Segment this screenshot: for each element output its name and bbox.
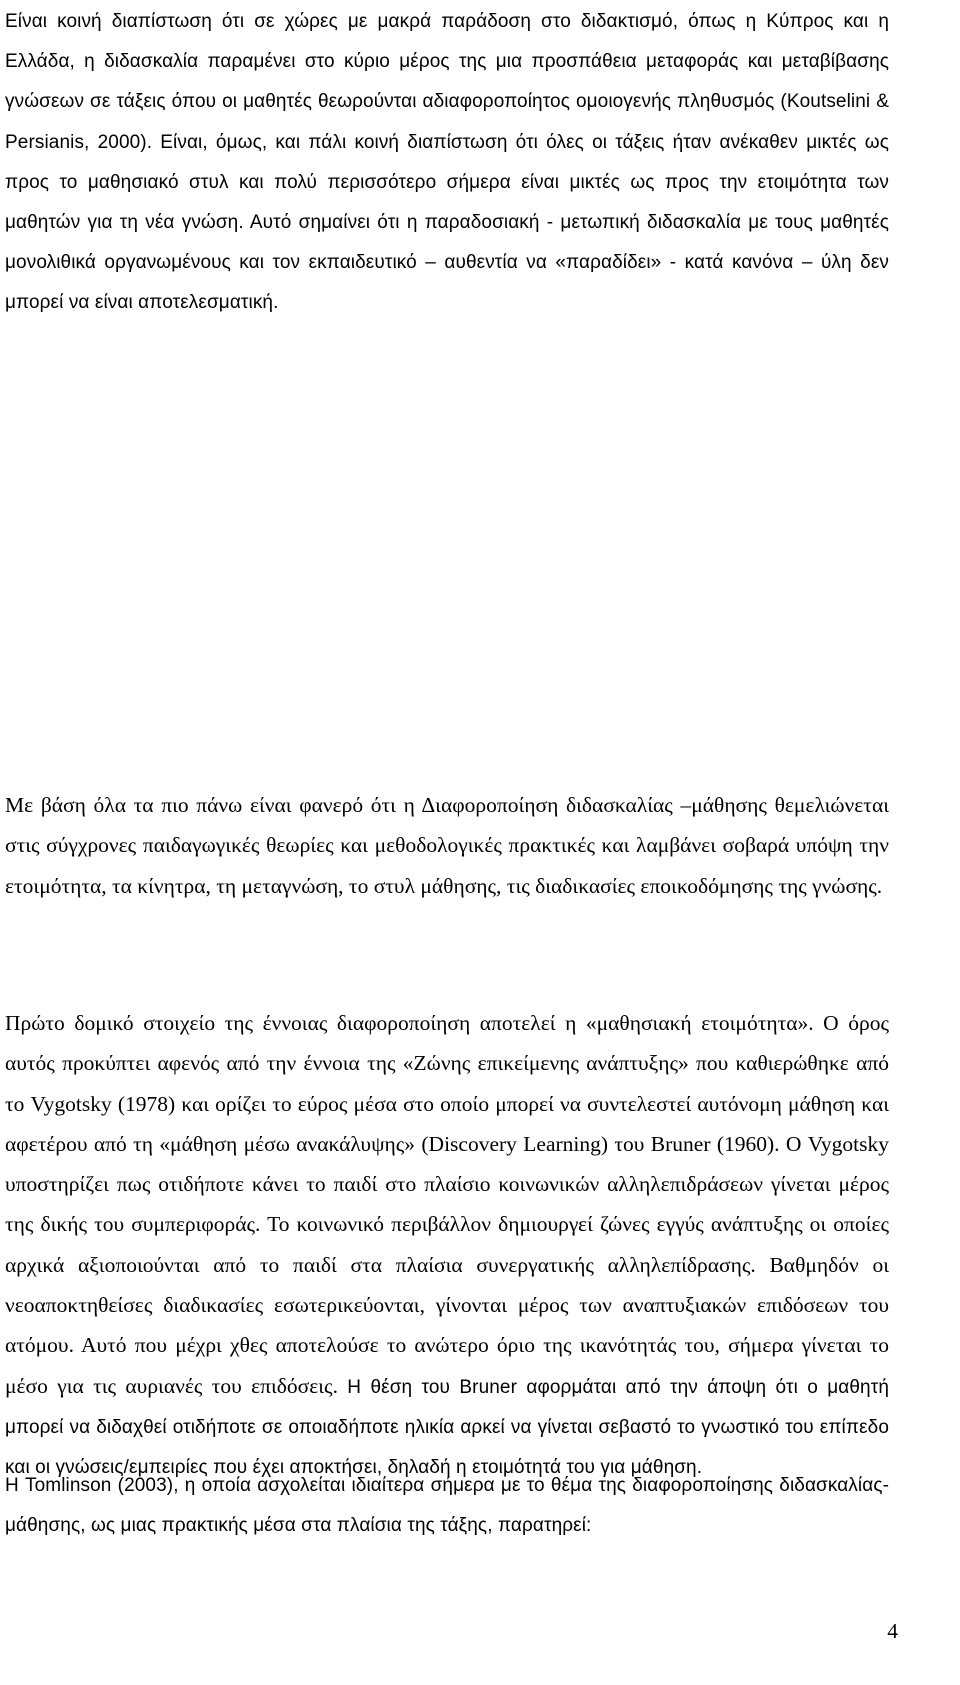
paragraph-3-text-sans: Η θέση του Bruner αφορμάται από την άποψη ότι ο μαθητή μπορεί να διδαχθεί οτιδήποτε σε οποιαδήποτε ηλικία αρκεί να γίνεται σεβαστό το γνωστικό του επίπεδο και οι γνώσεις/εμπειρίες που έχει αποκτήσει, δηλαδή η ετοιμότητά του για μάθηση. xyxy=(5,1376,889,1479)
paragraph-4 xyxy=(5,1466,889,1546)
page-number: 4 xyxy=(887,1619,898,1643)
paragraph-2 xyxy=(5,785,889,906)
paragraph-1 xyxy=(5,2,889,324)
paragraph-1-text: Είναι κοινή διαπίστωση ότι σε χώρες με μακρά παράδοση στο διδακτισμό, όπως η Κύπρος και η Ελλάδα, η διδασκαλία παραμένει στο κύριο μέρος της μια προσπάθεια μεταφοράς και μεταβίβασης γνώσεων σε τάξεις όπου οι μαθητές θεωρούνται αδιαφοροποίητος ομοιογενής πληθυσμός (Koutselini & Persianis, 2000). Είναι, όμως, και πάλι κοινή διαπίστωση ότι όλες οι τάξεις ήταν ανέκαθεν μικτές ως προς το μαθησιακό στυλ και πολύ περισσότερο σήμερα είναι μικτές ως προς την ετοιμότητα των μαθητών για τη νέα γνώση. Αυτό σημαίνει ότι η παραδοσιακή - μετωπική διδασκαλία με τους μαθητές μονολιθικά οργανωμένους και τον εκπαιδευτικό – αυθεντία να «παραδίδει» - κατά κανόνα – ύλη δεν μπορεί να είναι αποτελεσματική. xyxy=(5,11,889,314)
paragraph-3 xyxy=(5,1003,889,1488)
paragraph-2-text: Με βάση όλα τα πιο πάνω είναι φανερό ότι η Διαφοροποίηση διδασκαλίας –μάθησης θεμελιώνεται στις σύγχρονες παιδαγωγικές θεωρίες και μεθοδολογικές πρακτικές και λαμβάνει σοβαρά υπόψη την ετοιμότητα, τα κίνητρα, τη μεταγνώση, το στυλ μάθησης, τις διαδικασίες εποικοδόμησης της γνώσης. xyxy=(5,793,889,898)
paragraph-4-text: Η Tomlinson (2003), η οποία ασχολείται ιδιαίτερα σήμερα με το θέμα της διαφοροποίησης διδασκαλίας-μάθησης, ως μιας πρακτικής μέσα στα πλαίσια της τάξης, παρατηρεί: xyxy=(5,1475,889,1537)
paragraph-3-text-serif: Πρώτο δομικό στοιχείο της έννοιας διαφοροποίηση αποτελεί η «μαθησιακή ετοιμότητα». Ο όρος αυτός προκύπτει αφενός από την έννοια της «Ζώνης επικείμενης ανάπτυξης» που καθιερώθηκε από το Vygotsky (1978) και ορίζει το εύρος μέσα στο οποίο μπορεί να συντελεστεί αυτόνομη μάθηση και αφετέρου από τη «μάθηση μέσω ανακάλυψης» (Discovery Learning) του Bruner (1960). Ο Vygotsky υποστηρίζει πως οτιδήποτε κάνει το παιδί στο πλαίσιο κοινωνικών αλληλεπιδράσεων γίνεται μέρος της δικής του συμπεριφοράς. Το κοινωνικό περιβάλλον δημιουργεί ζώνες εγγύς ανάπτυξης οι οποίες αρχικά αξιοποιούνται από το παιδί στα πλαίσια συνεργατικής αλληλεπίδρασης. Βαθμηδόν οι νεοαποκτηθείσες διαδικασίες εσωτερικεύονται, γίνονται μέρος των αναπτυξιακών επιδόσεων του ατόμου. Αυτό που μέχρι χθες αποτελούσε το ανώτερο όριο της ικανότητάς του, σήμερα γίνεται το μέσο για τις αυριανές του επιδόσεις. xyxy=(5,1011,889,1398)
